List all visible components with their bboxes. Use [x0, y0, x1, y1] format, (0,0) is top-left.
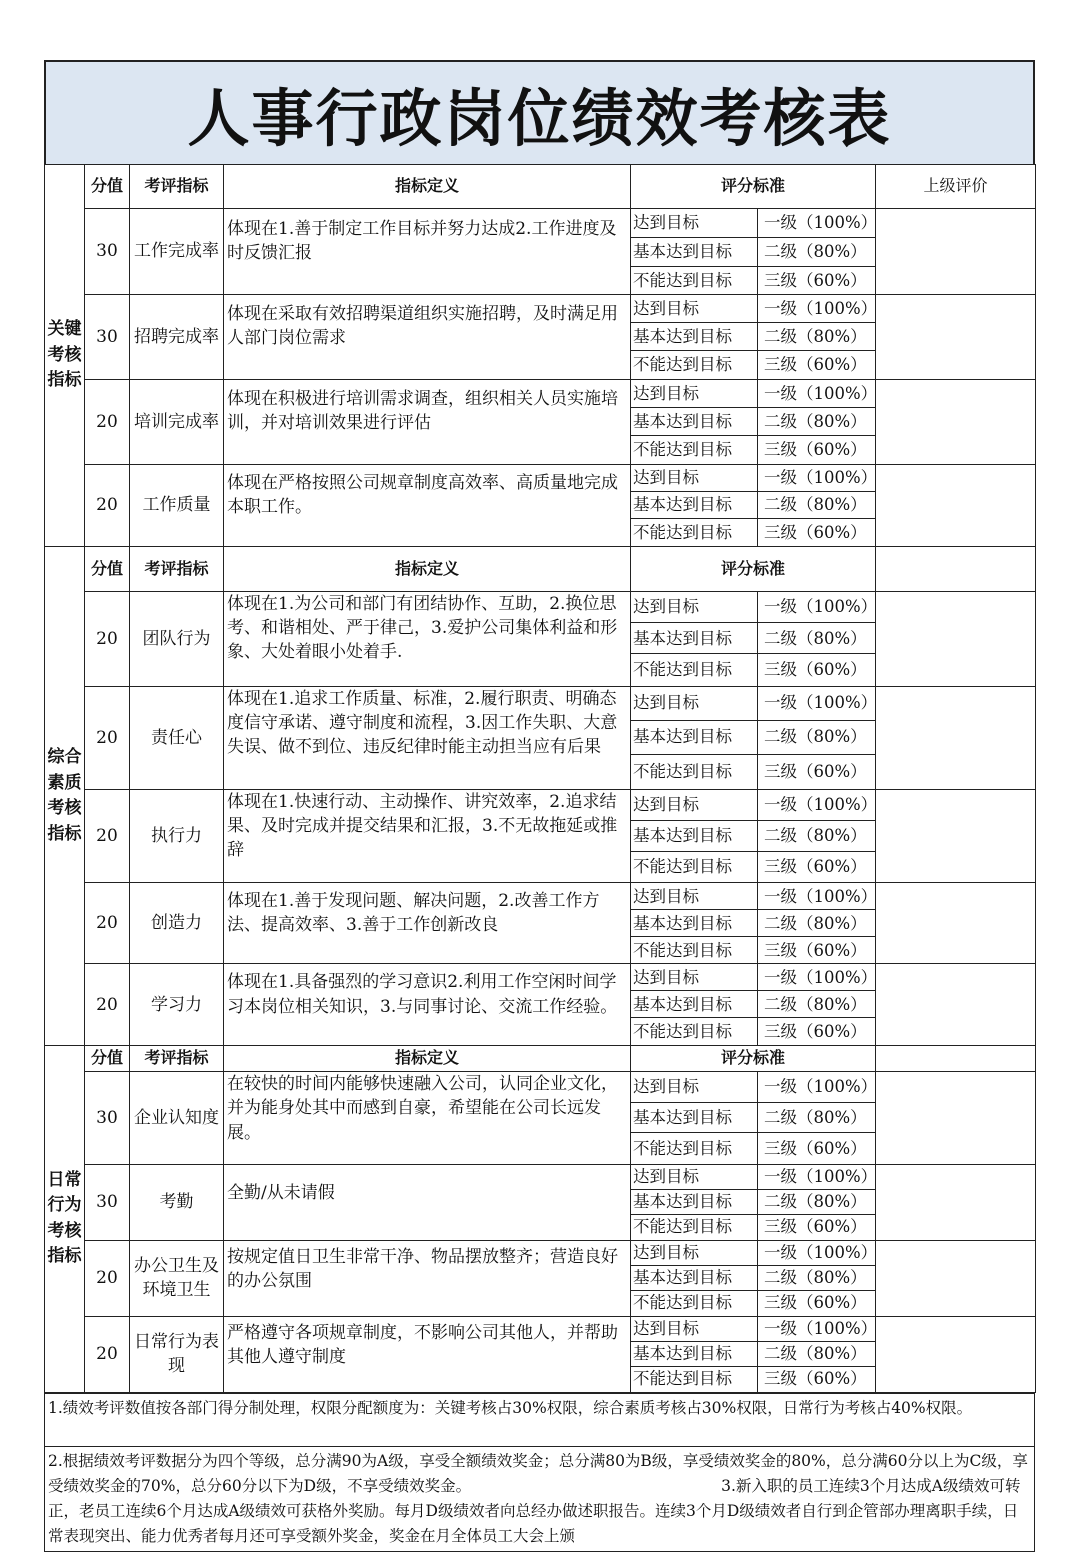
level-target: 基本达到目标 [631, 820, 758, 851]
level-grade: 二级（80%） [758, 238, 876, 267]
item-definition: 严格遵守各项规章制度，不影响公司其他人，并帮助其他人遵守制度 [224, 1316, 631, 1392]
superior-eval-cell [876, 295, 1036, 380]
table-row [45, 883, 1036, 910]
level-target: 基本达到目标 [631, 1265, 758, 1290]
header-standard: 评分标准 [631, 1046, 876, 1072]
level-grade: 一级（100%） [758, 964, 876, 991]
level-target: 基本达到目标 [631, 1341, 758, 1366]
item-score: 20 [85, 465, 130, 547]
section-header-row [45, 165, 1036, 209]
superior-eval-cell [876, 1240, 1036, 1316]
level-grade: 二级（80%） [758, 720, 876, 754]
item-score: 20 [85, 592, 130, 687]
section-label: 关键 考核 指标 [45, 165, 85, 547]
header-score: 分值 [85, 547, 130, 592]
table-row [45, 380, 1036, 408]
page-title: 人事行政岗位绩效考核表 [187, 81, 892, 155]
section-header-row [45, 1046, 1036, 1072]
item-name: 培训完成率 [130, 380, 224, 465]
level-grade: 一级（100%） [758, 295, 876, 323]
level-target: 达到目标 [631, 465, 758, 492]
level-grade: 一级（100%） [758, 1072, 876, 1102]
note-1: 1.绩效考评数值按各部门得分制处理，权限分配额度为：关键考核占30%权限，综合素质考核占30%权限，日常行为考核占40%权限。 [45, 1393, 1035, 1446]
superior-eval-cell [876, 465, 1036, 547]
level-target: 达到目标 [631, 295, 758, 323]
level-target: 不能达到目标 [631, 1366, 758, 1392]
item-name: 责任心 [130, 686, 224, 789]
item-name: 执行力 [130, 789, 224, 883]
level-target: 达到目标 [631, 1316, 758, 1341]
level-target: 达到目标 [631, 883, 758, 910]
level-grade: 二级（80%） [758, 820, 876, 851]
item-name: 工作完成率 [130, 209, 224, 295]
table-row [45, 1316, 1036, 1341]
item-score: 30 [85, 1164, 130, 1240]
level-target: 达到目标 [631, 209, 758, 238]
level-grade: 三级（60%） [758, 1018, 876, 1046]
section-label: 综合 素质 考核 指标 [45, 547, 85, 1046]
item-name: 办公卫生及环境卫生 [130, 1240, 224, 1316]
level-grade: 三级（60%） [758, 519, 876, 547]
level-target: 基本达到目标 [631, 991, 758, 1018]
item-name: 工作质量 [130, 465, 224, 547]
level-target: 不能达到目标 [631, 351, 758, 380]
level-target: 不能达到目标 [631, 852, 758, 883]
header-definition: 指标定义 [224, 547, 631, 592]
table-row [45, 686, 1036, 720]
level-grade: 一级（100%） [758, 883, 876, 910]
note-2 [45, 1446, 1035, 1551]
level-grade: 二级（80%） [758, 1102, 876, 1132]
level-grade: 三级（60%） [758, 351, 876, 380]
superior-eval-cell [876, 686, 1036, 789]
level-grade: 二级（80%） [758, 910, 876, 937]
item-score: 30 [85, 1072, 130, 1164]
level-target: 不能达到目标 [631, 1290, 758, 1316]
header-standard: 评分标准 [631, 165, 876, 209]
level-target: 不能达到目标 [631, 519, 758, 547]
level-target: 不能达到目标 [631, 754, 758, 789]
header-superior: 上级评价 [876, 165, 1036, 209]
level-grade: 一级（100%） [758, 465, 876, 492]
appraisal-table [44, 164, 1036, 1393]
level-grade: 一级（100%） [758, 1316, 876, 1341]
superior-eval-cell [876, 592, 1036, 687]
level-target: 达到目标 [631, 1164, 758, 1189]
section-label: 日常 行为 考核 指标 [45, 1046, 85, 1392]
level-target: 基本达到目标 [631, 238, 758, 267]
level-grade: 三级（60%） [758, 937, 876, 964]
level-grade: 三级（60%） [758, 754, 876, 789]
item-name: 日常行为表现 [130, 1316, 224, 1392]
header-indicator: 考评指标 [130, 1046, 224, 1072]
level-target: 基本达到目标 [631, 720, 758, 754]
level-grade: 二级（80%） [758, 1189, 876, 1214]
level-grade: 一级（100%） [758, 592, 876, 623]
level-target: 不能达到目标 [631, 436, 758, 465]
level-grade: 二级（80%） [758, 1265, 876, 1290]
superior-eval-cell [876, 1072, 1036, 1164]
item-name: 创造力 [130, 883, 224, 964]
item-definition: 体现在积极进行培训需求调查，组织相关人员实施培训，并对培训效果进行评估 [224, 380, 631, 465]
item-name: 考勤 [130, 1164, 224, 1240]
level-grade: 二级（80%） [758, 623, 876, 654]
item-name: 团队行为 [130, 592, 224, 687]
level-grade: 一级（100%） [758, 1240, 876, 1265]
level-target: 基本达到目标 [631, 492, 758, 519]
item-definition: 按规定值日卫生非常干净、物品摆放整齐；营造良好的办公氛围 [224, 1240, 631, 1316]
header-score: 分值 [85, 165, 130, 209]
level-target: 基本达到目标 [631, 910, 758, 937]
item-definition: 体现在1.善于制定工作目标并努力达成2.工作进度及时反馈汇报 [224, 209, 631, 295]
item-score: 20 [85, 1240, 130, 1316]
item-score: 20 [85, 883, 130, 964]
appraisal-sheet [44, 60, 1035, 1552]
item-definition: 体现在1.具备强烈的学习意识2.利用工作空闲时间学习本岗位相关知识，3.与同事讨论、交流工作经验。 [224, 964, 631, 1046]
item-definition: 在较快的时间内能够快速融入公司，认同企业文化，并为能身处其中而感到自豪，希望能在公司长远发展。 [224, 1072, 631, 1164]
item-definition: 体现在1.快速行动、主动操作、讲究效率，2.追求结果、及时完成并提交结果和汇报，3.不无故拖延或推辞 [224, 789, 631, 883]
level-target: 基本达到目标 [631, 1189, 758, 1214]
item-name: 招聘完成率 [130, 295, 224, 380]
level-grade: 二级（80%） [758, 492, 876, 519]
table-row [45, 1240, 1036, 1265]
level-target: 达到目标 [631, 789, 758, 820]
level-target: 不能达到目标 [631, 1133, 758, 1165]
level-grade: 三级（60%） [758, 1214, 876, 1240]
item-score: 20 [85, 964, 130, 1046]
header-standard: 评分标准 [631, 547, 876, 592]
level-grade: 二级（80%） [758, 323, 876, 351]
item-score: 20 [85, 1316, 130, 1392]
notes-table [44, 1393, 1035, 1552]
level-grade: 三级（60%） [758, 436, 876, 465]
level-grade: 二级（80%） [758, 408, 876, 436]
table-row [45, 209, 1036, 238]
item-score: 30 [85, 295, 130, 380]
level-target: 达到目标 [631, 1072, 758, 1102]
level-target: 不能达到目标 [631, 654, 758, 686]
table-row [45, 1072, 1036, 1102]
level-grade: 三级（60%） [758, 1366, 876, 1392]
item-score: 20 [85, 380, 130, 465]
level-grade: 二级（80%） [758, 1341, 876, 1366]
table-row [45, 465, 1036, 492]
level-target: 不能达到目标 [631, 937, 758, 964]
table-row [45, 1164, 1036, 1189]
item-name: 企业认知度 [130, 1072, 224, 1164]
header-blank [876, 547, 1036, 592]
level-target: 基本达到目标 [631, 623, 758, 654]
item-score: 30 [85, 209, 130, 295]
header-indicator: 考评指标 [130, 165, 224, 209]
item-score: 20 [85, 789, 130, 883]
header-blank [876, 1046, 1036, 1072]
level-grade: 一级（100%） [758, 1164, 876, 1189]
level-grade: 三级（60%） [758, 654, 876, 686]
superior-eval-cell [876, 883, 1036, 964]
item-definition: 体现在严格按照公司规章制度高效率、高质量地完成本职工作。 [224, 465, 631, 547]
item-definition: 体现在1.为公司和部门有团结协作、互助，2.换位思考、和谐相处、严于律己，3.爱护公司集体利益和形象、大处着眼小处着手. [224, 592, 631, 687]
superior-eval-cell [876, 1316, 1036, 1392]
superior-eval-cell [876, 789, 1036, 883]
header-indicator: 考评指标 [130, 547, 224, 592]
item-definition: 全勤/从未请假 [224, 1164, 631, 1240]
header-score: 分值 [85, 1046, 130, 1072]
table-row [45, 295, 1036, 323]
header-definition: 指标定义 [224, 165, 631, 209]
item-definition: 体现在1.善于发现问题、解决问题，2.改善工作方法、提高效率、3.善于工作创新改良 [224, 883, 631, 964]
level-grade: 三级（60%） [758, 1290, 876, 1316]
superior-eval-cell [876, 1164, 1036, 1240]
level-target: 基本达到目标 [631, 408, 758, 436]
level-target: 达到目标 [631, 380, 758, 408]
level-target: 基本达到目标 [631, 1102, 758, 1132]
superior-eval-cell [876, 209, 1036, 295]
level-target: 基本达到目标 [631, 323, 758, 351]
header-definition: 指标定义 [224, 1046, 631, 1072]
level-grade: 一级（100%） [758, 686, 876, 720]
level-target: 达到目标 [631, 1240, 758, 1265]
item-score: 20 [85, 686, 130, 789]
note-2-text: 2.根据绩效考评数据分为四个等级，总分满90为A级，享受全额绩效奖金；总分满80为B级，享受绩效奖金的80%，总分满60分以上为C级，享受绩效奖金的70%，总分60分以下为D级，不享受绩效奖金。 [48, 1451, 1028, 1495]
level-target: 达到目标 [631, 592, 758, 623]
item-name: 学习力 [130, 964, 224, 1046]
superior-eval-cell [876, 964, 1036, 1046]
table-row [45, 964, 1036, 991]
level-target: 不能达到目标 [631, 1214, 758, 1240]
level-grade: 一级（100%） [758, 789, 876, 820]
level-grade: 三级（60%） [758, 852, 876, 883]
item-definition: 体现在采取有效招聘渠道组织实施招聘，及时满足用人部门岗位需求 [224, 295, 631, 380]
level-target: 不能达到目标 [631, 267, 758, 295]
section-header-row [45, 547, 1036, 592]
level-grade: 三级（60%） [758, 1133, 876, 1165]
table-row [45, 592, 1036, 623]
level-grade: 一级（100%） [758, 380, 876, 408]
level-target: 达到目标 [631, 964, 758, 991]
note-3-text: 3.新入职的员工连续3个月达成A级绩效可转正，老员工连续6个月达成A级绩效可获格外奖励。每月D级绩效者向总经办做述职报告。连续3个月D级绩效者自行到企管部办理离职手续，日常表现突出、能力优秀者每月还可享受额外奖金，奖金在月全体员工大会上颁 [48, 1476, 1021, 1545]
level-grade: 二级（80%） [758, 991, 876, 1018]
superior-eval-cell [876, 380, 1036, 465]
level-grade: 三级（60%） [758, 267, 876, 295]
level-target: 达到目标 [631, 686, 758, 720]
level-grade: 一级（100%） [758, 209, 876, 238]
title-bar [44, 60, 1035, 164]
table-row [45, 789, 1036, 820]
level-target: 不能达到目标 [631, 1018, 758, 1046]
item-definition: 体现在1.追求工作质量、标准，2.履行职责、明确态度信守承诺、遵守制度和流程，3.因工作失职、大意失误、做不到位、违反纪律时能主动担当应有后果 [224, 686, 631, 789]
